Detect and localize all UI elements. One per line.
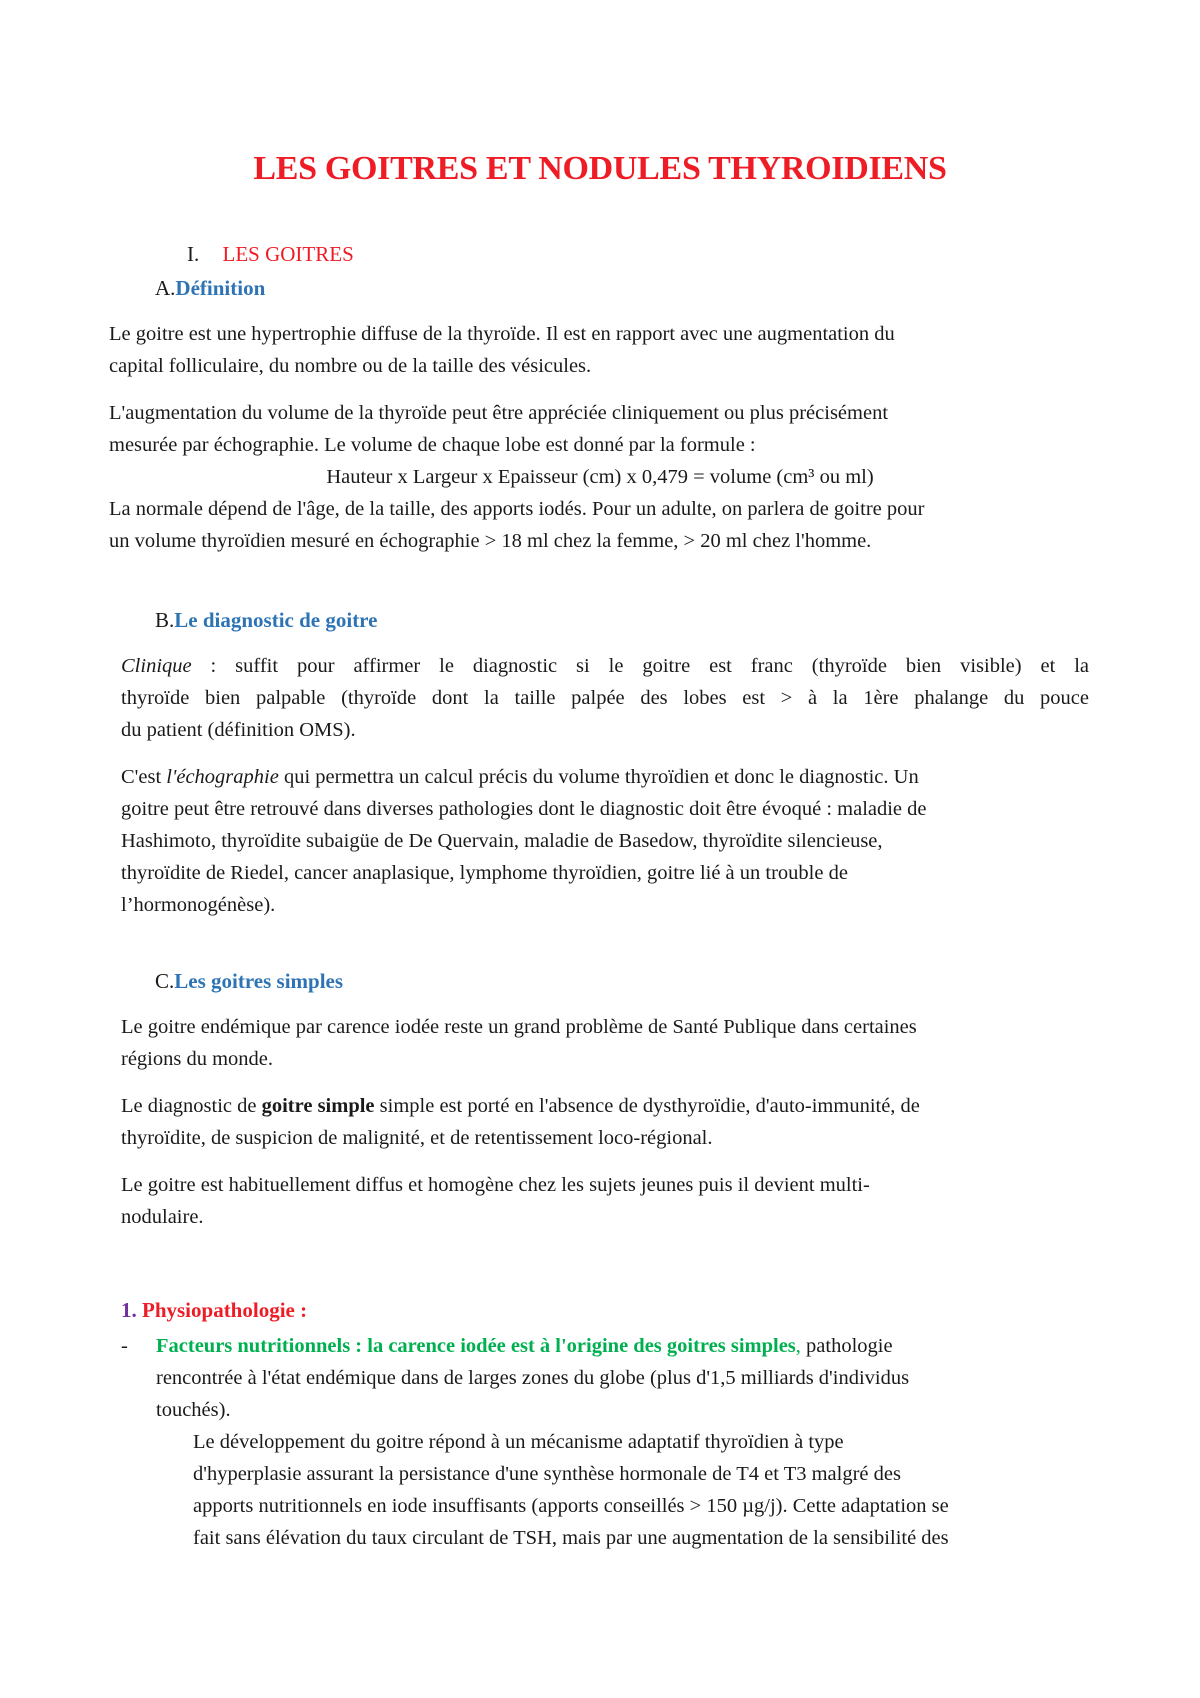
subsection-heading-goitres-simples [155,969,343,994]
paragraph-line: du patient (définition OMS). [121,719,356,741]
bullet-line: rencontrée à l'état endémique dans de larges zones du globe (plus d'1,5 milliards d'individus [156,1367,910,1389]
paragraph-line: thyroïdite de Riedel, cancer anaplasique, lymphome thyroïdien, goitre lié à un trouble de [121,862,848,884]
subsection-number: B. [155,608,175,632]
heading-number: 1. [121,1298,137,1322]
page-title: LES GOITRES ET NODULES THYROIDIENS [253,150,947,187]
subsection-label: Les goitres simples [174,969,344,993]
paragraph-line: capital folliculaire, du nombre ou de la taille des vésicules. [109,355,592,377]
text-run: qui permettra un calcul précis du volume thyroïdien et donc le diagnostic. Un [278,766,919,788]
subsection-heading-diagnostic [155,608,377,633]
heading-label: Physiopathologie : [142,1298,308,1322]
paragraph-line: L'augmentation du volume de la thyroïde peut être appréciée cliniquement ou plus précisément [109,402,889,424]
subsection-number: C. [155,969,175,993]
section-label: LES GOITRES [222,242,354,266]
bullet-line: touchés). [156,1399,231,1421]
subsection-number: A. [155,276,176,300]
paragraph-line [121,1090,920,1122]
indented-line: fait sans élévation du taux circulant de TSH, mais par une augmentation de la sensibilité des [193,1527,949,1549]
paragraph-line [121,761,919,793]
numbered-heading-physiopathologie [121,1298,307,1323]
paragraph-line: un volume thyroïdien mesuré en échographie > 18 ml chez la femme, > 20 ml chez l'homme. [109,530,872,552]
italic-term: l'échographie [166,766,279,788]
paragraph-line: l’hormonogénèse). [121,894,276,916]
text-run: Le diagnostic de [121,1095,262,1117]
section-heading-goitres [187,242,354,267]
paragraph-line: La normale dépend de l'âge, de la taille, des apports iodés. Pour un adulte, on parlera de goitre pour [109,498,925,520]
paragraph-line: Le goitre est une hypertrophie diffuse de la thyroïde. Il est en rapport avec une augmentation du [109,323,895,345]
bullet-line [156,1330,893,1362]
paragraph-line: Le goitre est habituellement diffus et homogène chez les sujets jeunes puis il devient multi- [121,1174,870,1196]
text-run: C'est [121,766,167,788]
text-run: pathologie [800,1335,893,1357]
paragraph-line: nodulaire. [121,1206,204,1228]
subsection-label: Définition [175,276,266,300]
bold-term: goitre simple [261,1095,375,1117]
paragraph-line: régions du monde. [121,1048,274,1070]
italic-term: Clinique [121,655,192,677]
paragraph-line: thyroïdite, de suspicion de malignité, et de retentissement loco-régional. [121,1127,713,1149]
key-statement: Facteurs nutritionnels : la carence iodée est à l'origine des goitres simples [156,1335,796,1357]
bullet-dash: - [121,1335,128,1357]
indented-line: d'hyperplasie assurant la persistance d'une synthèse hormonale de T4 et T3 malgré des [193,1463,901,1485]
text-run: , [795,1335,801,1357]
section-number: I. [187,242,200,266]
paragraph-line [121,650,1089,682]
subsection-heading-definition [155,276,265,301]
paragraph-line: Le goitre endémique par carence iodée reste un grand problème de Santé Publique dans certaines [121,1016,917,1038]
text-run: simple est porté en l'absence de dysthyroïdie, d'auto-immunité, de [374,1095,920,1117]
paragraph-line: Hashimoto, thyroïdite subaigüe de De Quervain, maladie de Basedow, thyroïdite silencieuse, [121,830,883,852]
indented-line: Le développement du goitre répond à un mécanisme adaptatif thyroïdien à type [193,1431,844,1453]
text-run: : suffit pour affirmer le diagnostic si le goitre est franc (thyroïde bien visible) et la [191,655,1089,677]
subsection-label: Le diagnostic de goitre [174,608,378,632]
paragraph-line: thyroïde bien palpable (thyroïde dont la taille palpée des lobes est > à la 1ère phalange du pouce [121,687,1089,709]
paragraph-line: goitre peut être retrouvé dans diverses pathologies dont le diagnostic doit être évoqué : maladie de [121,798,927,820]
paragraph-line: mesurée par échographie. Le volume de chaque lobe est donné par la formule : [109,434,756,456]
formula-line: Hauteur x Largeur x Epaisseur (cm) x 0,479 = volume (cm³ ou ml) [326,466,874,488]
indented-line: apports nutritionnels en iode insuffisants (apports conseillés > 150 µg/j). Cette adaptation se [193,1495,949,1517]
